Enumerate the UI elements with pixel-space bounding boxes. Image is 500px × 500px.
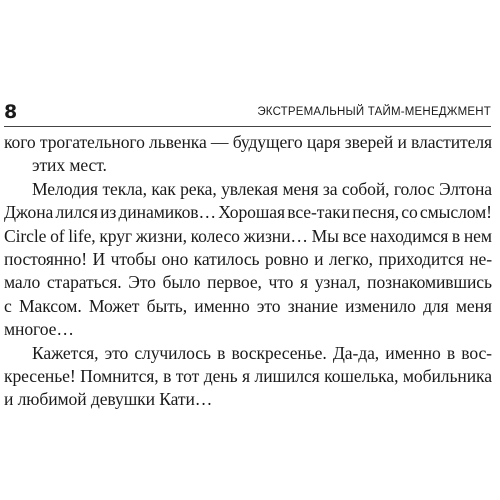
word: за: [322, 178, 338, 199]
text-line: [4, 178, 492, 201]
word: текла,: [102, 178, 147, 199]
text-line: [4, 342, 492, 365]
word: царя: [306, 132, 341, 152]
word: мобильника: [402, 366, 492, 387]
word: в: [163, 366, 172, 387]
word: Элтона: [438, 178, 492, 199]
word: голос: [393, 178, 435, 199]
word: река,: [180, 178, 217, 199]
word: песня,: [352, 202, 400, 223]
word: первое,: [207, 272, 262, 293]
word: Кажется,: [32, 342, 99, 363]
word: в: [451, 225, 461, 246]
word: не-: [469, 249, 492, 270]
word: увлекая: [221, 178, 279, 199]
word: Хорошая: [218, 202, 285, 223]
word: властителя: [411, 132, 492, 152]
word: было: [162, 272, 201, 293]
word: Мелодия: [32, 178, 99, 199]
word: трогательного: [39, 132, 145, 152]
text-line: этих мест.: [32, 155, 107, 176]
word: я: [300, 272, 309, 293]
word: из: [100, 202, 117, 223]
word: будущего: [232, 132, 303, 152]
text-line: [4, 248, 492, 271]
word: именно: [385, 342, 441, 363]
word: все-таки: [287, 202, 351, 223]
text-line: многое…: [4, 319, 74, 340]
word: с: [4, 295, 12, 316]
word: Может: [88, 295, 140, 316]
word: собой,: [341, 178, 390, 199]
word: И: [92, 249, 106, 270]
word: Да-да,: [332, 342, 380, 363]
word: это: [104, 342, 129, 363]
word: изменило: [345, 295, 416, 316]
word: life,: [68, 225, 96, 246]
word: жизни…: [243, 225, 308, 246]
word: of: [50, 225, 65, 246]
word: в: [446, 342, 456, 363]
text-line: [4, 201, 492, 224]
word: оно: [161, 249, 189, 270]
word: лился: [55, 202, 98, 223]
word: узнал,: [314, 272, 361, 293]
word: Circle: [4, 225, 47, 246]
word: тот: [175, 366, 200, 387]
text-line: [4, 225, 492, 248]
word: кресенье!: [4, 366, 76, 387]
word: именно: [194, 295, 250, 316]
word: быть,: [146, 295, 188, 316]
word: я: [242, 366, 251, 387]
word: жизни,: [135, 225, 187, 246]
word: постоянно!: [4, 249, 87, 270]
text-line: [4, 271, 492, 294]
word: Помнится,: [80, 366, 159, 387]
text-line: [4, 131, 492, 154]
text-line: [4, 365, 492, 388]
word: круг: [99, 225, 133, 246]
word: это: [256, 295, 281, 316]
word: приходится: [378, 249, 464, 270]
word: ровно: [264, 249, 309, 270]
word: лишился: [254, 366, 320, 387]
word: львенка: [149, 132, 207, 152]
header-rule: [4, 126, 491, 127]
word: Это: [128, 272, 156, 293]
word: для: [423, 295, 449, 316]
word: со: [401, 202, 418, 223]
word: нем: [463, 225, 492, 246]
word: знание: [287, 295, 338, 316]
word: зверей: [344, 132, 394, 152]
word: кого: [4, 132, 36, 152]
word: катилось: [193, 249, 260, 270]
text-line: и любимой девушки Кати…: [4, 389, 213, 410]
word: динамиков…: [118, 202, 217, 223]
word: колесо: [190, 225, 240, 246]
word: меня: [455, 295, 492, 316]
word: как: [151, 178, 176, 199]
word: все: [342, 225, 367, 246]
body-text: [4, 131, 492, 412]
text-line: [4, 295, 492, 318]
word: и: [314, 249, 324, 270]
word: находимся: [370, 225, 449, 246]
word: в: [217, 342, 226, 363]
word: легко,: [328, 249, 373, 270]
word: —: [210, 132, 229, 152]
word: вос-: [461, 342, 492, 363]
word: кошелька,: [324, 366, 399, 387]
word: чтобы: [110, 249, 156, 270]
word: меня: [282, 178, 319, 199]
running-header-title: ЭКСТРЕМАЛЬНЫЙ ТАЙМ-МЕНЕДЖМЕНТ: [257, 106, 491, 118]
word: Максом.: [18, 295, 82, 316]
word: смыслом!: [419, 202, 492, 223]
word: и: [397, 132, 407, 152]
word: Джона: [4, 202, 54, 223]
page-number: 8: [4, 101, 18, 123]
word: стараться.: [46, 272, 122, 293]
word: мало: [4, 272, 41, 293]
word: познакомившись: [367, 272, 492, 293]
word: воскресенье.: [231, 342, 327, 363]
word: что: [268, 272, 294, 293]
word: случилось: [134, 342, 211, 363]
word: день: [203, 366, 238, 387]
word: Мы: [311, 225, 339, 246]
